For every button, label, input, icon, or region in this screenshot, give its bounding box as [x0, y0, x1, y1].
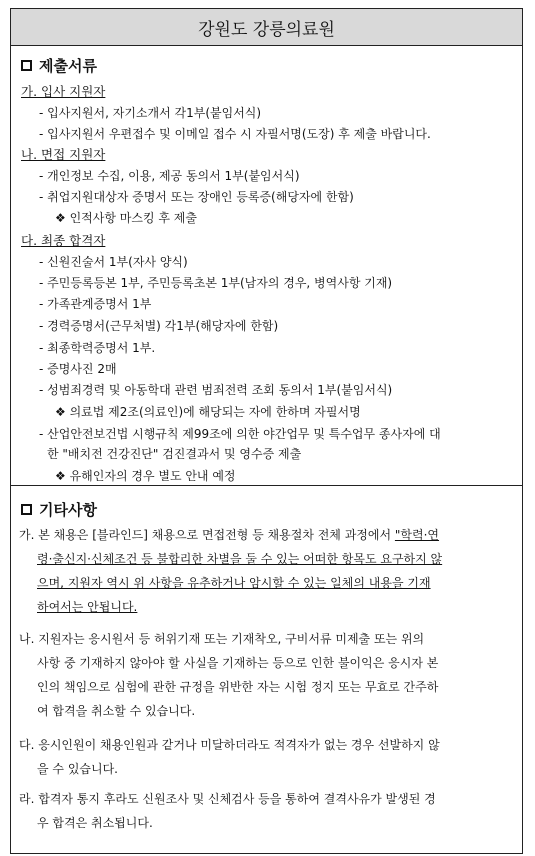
list-item: - 주민등록등본 1부, 주민등록초본 1부(남자의 경우, 병역사항 기재) [39, 276, 393, 290]
note-item: ❖ 유해인자의 경우 별도 안내 예정 [55, 469, 236, 483]
list-item: - 산업안전보건법 시행규칙 제99조에 의한 야간업무 및 특수업무 종사자에 대 [39, 427, 441, 441]
notice-frame [10, 8, 523, 854]
list-item: - 취업지원대상자 증명서 또는 장애인 등록증(해당자에 한함) [39, 190, 354, 204]
list-item: - 신원진술서 1부(자사 양식) [39, 255, 188, 269]
list-item: - 입사지원서 우편접수 및 이메일 접수 시 자필서명(도장) 후 제출 바랍니다. [39, 127, 431, 141]
misc-heading [21, 497, 522, 521]
para-b-line3: 인의 책임으로 심험에 관한 규정을 위반한 자는 시험 정지 또는 무효로 간주하 [37, 680, 439, 694]
misc-paragraph-a [19, 523, 513, 619]
para-b-line1: 나. 지원자는 응시원서 등 허위기재 또는 기재착오, 구비서류 미제출 또는 위의 [19, 632, 425, 646]
checkbox-square-icon [21, 504, 32, 515]
note-item: ❖ 인적사항 마스킹 후 제출 [55, 211, 197, 225]
list-item: - 증명사진 2매 [39, 362, 117, 376]
para-d-line1: 라. 합격자 통지 후라도 신원조사 및 신체검사 등을 통하여 결격사유가 발생된 경 [19, 792, 436, 806]
list-item: - 경력증명서(근무처별) 각1부(해당자에 한함) [39, 319, 279, 333]
section-divider [11, 485, 522, 490]
page-title: 강원도 강릉의료원 [11, 9, 522, 46]
para-a-line3: 으며, 지원자 역시 위 사항을 유추하거나 암시할 수 있는 일체의 내용을 기재 [37, 576, 431, 590]
para-b-line4: 여 합격을 취소할 수 있습니다. [37, 704, 196, 718]
list-item-continuation: 한 "배치전 건강진단" 검진결과서 및 영수증 제출 [47, 447, 302, 461]
note-item: ❖ 의료법 제2조(의료인)에 해당되는 자에 한하며 자필서명 [55, 405, 361, 419]
para-a-line4: 하여서는 안됩니다. [37, 600, 138, 614]
documents-section [11, 53, 522, 77]
group-final-label: 다. 최종 합격자 [21, 233, 106, 248]
misc-heading-text: 기타사항 [39, 500, 97, 519]
para-c-line2: 을 수 있습니다. [37, 762, 118, 776]
list-item: - 최종학력증명서 1부. [39, 341, 156, 355]
para-a-line1: 가. 본 채용은 [블라인드] 채용으로 면접전형 등 채용절차 전체 과정에서 [19, 528, 395, 542]
list-item: - 입사지원서, 자기소개서 각1부(붙임서식) [39, 106, 262, 120]
para-a-line2: 령·출신지·신체조건 등 불합리한 차별을 둘 수 있는 어떠한 항목도 요구하지 않 [37, 552, 443, 566]
documents-heading [21, 53, 522, 77]
misc-paragraph-d [19, 787, 513, 835]
group-interview-label: 나. 면접 지원자 [21, 147, 106, 162]
misc-paragraph-c [19, 733, 513, 781]
group-applicant-label: 가. 입사 지원자 [21, 84, 106, 99]
list-item: - 개인정보 수집, 이용, 제공 동의서 1부(붙임서식) [39, 169, 300, 183]
list-item: - 성범죄경력 및 아동학대 관련 범죄전력 조회 동의서 1부(붙임서식) [39, 383, 393, 397]
misc-section [11, 497, 522, 521]
misc-paragraph-b [19, 627, 513, 723]
para-c-line1: 다. 응시인원이 채용인원과 같거나 미달하더라도 적격자가 없는 경우 선발하지 않 [19, 738, 440, 752]
para-b-line2: 사항 중 기재하지 않아야 할 사실을 기재하는 등으로 인한 불이익은 응시자 본 [37, 656, 439, 670]
checkbox-square-icon [21, 60, 32, 71]
para-d-line2: 우 합격은 취소됩니다. [37, 816, 153, 830]
para-a-line1-underlined: "학력·연 [394, 528, 440, 542]
documents-heading-text: 제출서류 [39, 56, 97, 75]
list-item: - 가족관계증명서 1부 [39, 297, 152, 311]
